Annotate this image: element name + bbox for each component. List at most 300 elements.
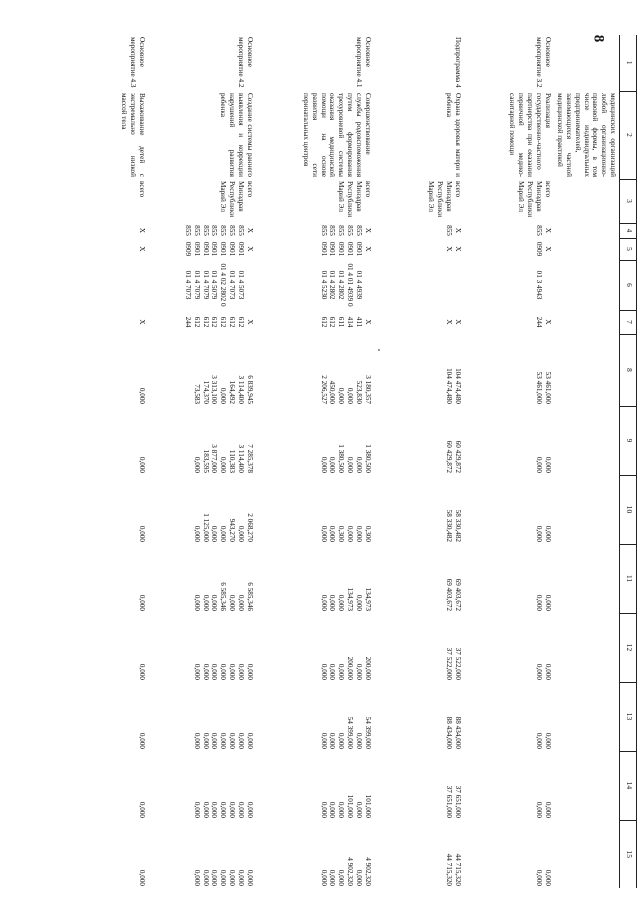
cell-line: 1 380,500 [363, 444, 372, 473]
cell-line: 183,595 [201, 449, 210, 473]
cell-line: 0,000 [354, 663, 363, 680]
cell-line: Минздрав Республики Марий Эл [517, 181, 543, 218]
cell-line: 0,000 [328, 869, 337, 886]
cell-line: 0,000 [337, 387, 346, 404]
column-header-15: 15 [620, 820, 637, 888]
cell-line: 0,000 [210, 594, 219, 611]
cell-line: 0901 [219, 241, 228, 257]
cell-line: 01 4 7073 [227, 270, 236, 300]
cell-line: 612 [227, 316, 236, 328]
cell-line: 0,000 [319, 525, 328, 542]
cell-line: 0,000 [337, 869, 346, 886]
header-row [620, 35, 637, 888]
cell-line: 943,270 [227, 518, 236, 542]
column-header-12: 12 [620, 613, 637, 682]
cell-col-5 [88, 238, 148, 260]
cell-col-1: Подпрограмма 4 [453, 37, 462, 88]
cell-line: 3 877,000 [210, 444, 219, 473]
cell-line: 855 [354, 225, 363, 236]
cell-col-12 [148, 613, 256, 682]
cell-line: X [444, 246, 453, 252]
cell-line: 01 4 01 4939 0 [345, 263, 354, 307]
cell-line: 2 206,527 [319, 375, 328, 404]
cell-col-1: Основное мероприятие 3.2 [534, 37, 552, 88]
table-row [464, 35, 554, 888]
cell-line: 0,000 [137, 801, 146, 818]
cell-line: 01 4 7073 [184, 270, 193, 300]
cell-line: 612 [236, 316, 245, 328]
column-header-10: 10 [620, 475, 637, 544]
cell-line: 37 522,000 [444, 647, 453, 680]
cell-line: 0,000 [543, 456, 552, 473]
cell-col-4 [256, 223, 374, 238]
cell-line: 855 [219, 225, 228, 236]
cell-line: 0,000 [354, 525, 363, 542]
cell-col-3 [374, 179, 464, 223]
cell-col-1: Основное мероприятие 4.3 [128, 37, 146, 88]
cell-col-5 [256, 238, 374, 260]
cell-col-5 [148, 238, 256, 260]
cell-line: X [543, 319, 552, 325]
cell-line [183, 408, 192, 473]
cell-line: 0,000 [534, 732, 543, 749]
cell-line: X [453, 246, 462, 252]
cell-line: 0,000 [227, 663, 236, 680]
cell-line: 450,000 [328, 380, 337, 404]
cell-line: 612 [219, 316, 228, 328]
cell-line: 0901 [227, 241, 236, 257]
cell-line [183, 684, 192, 749]
cell-line: 0,000 [319, 594, 328, 611]
cell-line: 0,000 [245, 801, 254, 818]
cell-line: 01 4 7079 [192, 270, 201, 300]
cell-line: 0,000 [236, 663, 245, 680]
table-row [256, 35, 374, 888]
cell-line: 01 4 4939 [354, 270, 363, 300]
cell-line: 01 4 2802 [337, 270, 346, 300]
cell-line: 0,000 [319, 732, 328, 749]
cell-col-3 [464, 179, 554, 223]
cell-line: 0,000 [236, 594, 245, 611]
cell-col-12 [464, 613, 554, 682]
cell-col-4 [88, 223, 148, 238]
cell-col-11 [374, 544, 464, 613]
table-body [88, 35, 620, 888]
cell-line: 01 4 5079 [210, 270, 219, 300]
cell-col-7 [374, 310, 464, 334]
cell-line: 44 715,320 [444, 853, 453, 886]
cell-line: 612 [192, 316, 201, 328]
cell-col-13 [374, 682, 464, 751]
cell-line [245, 262, 254, 308]
cell-col-2: Создание системы раннего выявления и коррекции нарушений развития ребенка [219, 93, 254, 177]
cell-line: 0,000 [328, 456, 337, 473]
cell-line: 0,000 [534, 801, 543, 818]
cell-line: 0,000 [192, 801, 201, 818]
cell-line: 3 313,100 [210, 375, 219, 404]
cell-line: 01 4 5230 [319, 270, 328, 300]
cell-line: 0,000 [236, 525, 245, 542]
cell-line: 4 902,320 [345, 857, 354, 886]
cell-line: 164,492 [227, 380, 236, 404]
cell-line: 54 399,000 [363, 716, 372, 749]
cell-line: 0,000 [219, 456, 228, 473]
continuation-cell: медицинских организаций любой организационно-правовой формы, в том числе индивидуальных предпринимателей, занимающихся частной медицинской практикой [556, 93, 617, 177]
column-header-9: 9 [620, 406, 637, 475]
cell-line: 53 461,000 [534, 371, 543, 404]
cell-line: 0,000 [543, 525, 552, 542]
cell-col-10 [464, 475, 554, 544]
cell-line: 855 [337, 225, 346, 236]
cell-col-3 [88, 179, 148, 223]
cell-line [183, 753, 192, 818]
cell-line: 0,000 [219, 869, 228, 886]
cell-line: 0,000 [192, 525, 201, 542]
cell-line: 855 [192, 225, 201, 236]
cell-line: X [137, 227, 146, 234]
cell-line: 0,000 [236, 732, 245, 749]
cell-line: 0,000 [534, 456, 543, 473]
cell-line: 0,000 [319, 456, 328, 473]
cell-line: 523,830 [354, 380, 363, 404]
cell-line: всего [453, 181, 462, 198]
cell-line: 0,000 [534, 869, 543, 886]
cell-line: 0901 [192, 241, 201, 257]
cell-line: 0,000 [328, 663, 337, 680]
cell-line: 0909 [184, 241, 193, 257]
cell-line: 104 474,480 [444, 368, 453, 404]
cell-col-13 [464, 682, 554, 751]
cell-line: X [543, 246, 552, 252]
cell-line: всего [543, 181, 552, 198]
cell-col-8 [464, 334, 554, 406]
cell-col-9 [256, 406, 374, 475]
cell-col-2: Совершенствование службы родовспоможения путем формирования трехуровневой системы оказания медицинской помощи на основе развития сети перинатальных центров [302, 93, 372, 177]
cell-col-15 [256, 820, 374, 888]
cell-col-7 [148, 310, 256, 334]
cell-line: 0,300 [363, 525, 372, 542]
cell-line: 855 [534, 225, 543, 236]
cell-line [183, 546, 192, 611]
cell-line: 58 330,482 [453, 509, 462, 542]
cell-line: 6 839,945 [245, 375, 254, 404]
cell-line: 3 114,400 [236, 444, 245, 473]
cell-line: 0,000 [137, 869, 146, 886]
column-header-2: 2 [620, 91, 637, 179]
cell-line: 0901 [354, 241, 363, 257]
column-header-1: 1 [620, 35, 637, 91]
cell-line: 0,000 [328, 525, 337, 542]
cell-line: 0,000 [543, 663, 552, 680]
table-row [88, 35, 148, 888]
cell-line: 0,000 [337, 663, 346, 680]
cell-col-8 [148, 334, 256, 406]
cell-line: 88 434,000 [444, 716, 453, 749]
cell-line: 0901 [337, 241, 346, 257]
cell-line: 73,583 [192, 384, 201, 404]
cell-line: 0,000 [137, 663, 146, 680]
cell-col-8 [374, 334, 464, 406]
cell-line: 1 125,000 [201, 513, 210, 542]
cell-line: 3 180,357 [363, 375, 372, 404]
cell-line: 88 434,000 [453, 716, 462, 749]
cell-line: 0,000 [219, 525, 228, 542]
cell-line: 0909 [534, 241, 543, 257]
cell-line: 0,000 [345, 456, 354, 473]
cell-col-6 [256, 260, 374, 310]
cell-line: 0,000 [201, 663, 210, 680]
cell-line: 0,000 [192, 732, 201, 749]
cell-line: 612 [201, 316, 210, 328]
cell-line [363, 262, 372, 308]
cell-line: 37 651,000 [444, 785, 453, 818]
cell-line: 0,000 [137, 594, 146, 611]
column-header-4: 4 [620, 223, 637, 238]
cell-col-14 [148, 751, 256, 820]
cell-col-13 [256, 682, 374, 751]
cell-line: X [137, 246, 146, 252]
cell-col-14 [464, 751, 554, 820]
cell-col-14 [374, 751, 464, 820]
cell-col-8 [256, 334, 374, 406]
cell-col-4 [148, 223, 256, 238]
cell-line: 0,000 [219, 387, 228, 404]
cell-line: Минздрав Республики Марий Эл [337, 181, 363, 218]
column-header-3: 3 [620, 179, 637, 223]
cell-line: 0,000 [137, 525, 146, 542]
cell-line: 855 [201, 225, 210, 236]
cell-col-2: Охрана здоровья матери и ребенка [444, 93, 462, 177]
cell-line: 855 [227, 225, 236, 236]
cell-line: 0,000 [227, 594, 236, 611]
cell-line: 855 [319, 225, 328, 236]
cell-line: 0,000 [210, 869, 219, 886]
cell-line: 101,000 [363, 794, 372, 818]
cell-line [444, 262, 453, 308]
cell-line: 855 [210, 225, 219, 236]
column-header-6: 6 [620, 260, 637, 310]
cell-col-15 [374, 820, 464, 888]
cell-line: 0,000 [337, 594, 346, 611]
cell-line: 3 114,400 [236, 375, 245, 404]
cell-line: 0,000 [245, 663, 254, 680]
cell-line: 0901 [319, 241, 328, 257]
cell-line: 01 4 5073 [236, 270, 245, 300]
cell-line: 0,000 [534, 594, 543, 611]
column-header-7: 7 [620, 310, 637, 334]
cell-col-9 [374, 406, 464, 475]
cell-col-5 [464, 238, 554, 260]
cell-line: 01 4 7079 [201, 270, 210, 300]
cell-line: 60 429,872 [444, 440, 453, 473]
column-header-5: 5 [620, 238, 637, 260]
cell-line: 0,000 [201, 869, 210, 886]
cell-line: 0,000 [210, 525, 219, 542]
cell-line: 0,000 [137, 732, 146, 749]
cell-line: 0,000 [319, 801, 328, 818]
cell-line: 0,000 [192, 594, 201, 611]
cell-line: X [453, 227, 462, 234]
cell-line [183, 336, 192, 404]
cell-line: 0,000 [534, 525, 543, 542]
cell-col-1: Основное мероприятие 4.1 [354, 37, 372, 88]
scan-speck [378, 349, 380, 351]
cell-line: 414 [345, 316, 354, 328]
cell-col-11 [464, 544, 554, 613]
cell-col-11 [256, 544, 374, 613]
cell-line: 60 429,872 [453, 440, 462, 473]
cell-line: 0,000 [345, 387, 354, 404]
cell-col-15 [464, 820, 554, 888]
cell-line: 612 [328, 316, 337, 328]
cell-line: 4 902,320 [363, 857, 372, 886]
cell-line: X [245, 246, 254, 252]
cell-line: 0,000 [354, 456, 363, 473]
cell-line: X [363, 227, 372, 234]
cell-line: 2 068,270 [245, 513, 254, 542]
cell-line: 612 [210, 316, 219, 328]
cell-col-7 [88, 310, 148, 334]
cell-line: 0,000 [201, 594, 210, 611]
cell-line: 0,000 [354, 801, 363, 818]
cell-line: X [453, 319, 462, 325]
table-row [148, 35, 256, 888]
cell-line: 855 [328, 225, 337, 236]
cell-line: всего [245, 181, 254, 198]
cell-line: 6 585,346 [245, 582, 254, 611]
cell-line: X [245, 319, 254, 325]
cell-line: 01 3 4943 [534, 270, 543, 300]
cell-col-12 [256, 613, 374, 682]
cell-line: X [543, 227, 552, 234]
cell-col-13 [148, 682, 256, 751]
cell-line: 0,300 [337, 525, 346, 542]
cell-line: 0,000 [227, 869, 236, 886]
cell-col-2: Реализация государственно-частного партнерства при оказании первичной медико-санитарной помощи [508, 93, 552, 177]
cell-line: 0,000 [319, 663, 328, 680]
table-row [374, 35, 464, 888]
cell-line: 0,000 [227, 801, 236, 818]
cell-line: 0,000 [236, 869, 245, 886]
cell-line: 101,000 [345, 794, 354, 818]
cell-col-6 [88, 260, 148, 310]
cell-col-10 [374, 475, 464, 544]
cell-col-10 [88, 475, 148, 544]
cell-line: 0,000 [354, 869, 363, 886]
cell-line: 411 [354, 316, 363, 328]
cell-line [137, 262, 146, 308]
cell-line: 0,000 [337, 801, 346, 818]
cell-col-9 [88, 406, 148, 475]
cell-col-15 [88, 820, 148, 888]
cell-col-4 [374, 223, 464, 238]
cell-line: всего [363, 181, 372, 198]
cell-line: 69 403,672 [444, 578, 453, 611]
cell-line: 37 651,000 [453, 785, 462, 818]
cell-line [183, 615, 192, 680]
cell-line: 855 [444, 225, 453, 236]
cell-col-10 [256, 475, 374, 544]
cell-line: X [444, 319, 453, 325]
cell-line: X [137, 319, 146, 325]
cell-col-2: Выхаживание детей с экстремально низкой массой тела [119, 93, 146, 177]
cell-line: 37 522,000 [453, 647, 462, 680]
cell-line [183, 477, 192, 542]
cell-col-7 [256, 310, 374, 334]
cell-line: 855 [236, 225, 245, 236]
cell-line: 0,000 [219, 732, 228, 749]
cell-line: 0901 [201, 241, 210, 257]
cell-line: X [363, 246, 372, 252]
cell-line: 53 461,000 [543, 371, 552, 404]
cell-col-6 [464, 260, 554, 310]
cell-line: 44 715,320 [453, 853, 462, 886]
cell-col-9 [148, 406, 256, 475]
cell-line: 134,973 [345, 587, 354, 611]
cell-line: 0,000 [543, 732, 552, 749]
cell-col-8 [88, 334, 148, 406]
cell-line: 58 330,482 [444, 509, 453, 542]
cell-col-5 [374, 238, 464, 260]
cell-line: 855 [345, 225, 354, 236]
cell-line: 0901 [210, 241, 219, 257]
cell-line [453, 262, 462, 308]
cell-col-11 [88, 544, 148, 613]
cell-line: 1 380,500 [337, 444, 346, 473]
cell-col-7 [464, 310, 554, 334]
cell-line [183, 822, 192, 886]
cell-col-12 [88, 613, 148, 682]
cell-line: 0,000 [354, 732, 363, 749]
cell-line: 0,000 [210, 732, 219, 749]
cell-line: 0,000 [192, 456, 201, 473]
column-header-11: 11 [620, 544, 637, 613]
cell-line: 01 4 2802 [328, 270, 337, 300]
cell-col-9 [464, 406, 554, 475]
cell-line: 0901 [236, 241, 245, 257]
cell-col-6 [148, 260, 256, 310]
cell-line: 134,973 [363, 587, 372, 611]
cell-line: 0,000 [543, 594, 552, 611]
cell-line: 0,000 [219, 801, 228, 818]
rotated-table-container [117, 35, 637, 888]
column-header-13: 13 [620, 682, 637, 751]
cell-line: 0901 [328, 241, 337, 257]
cell-col-1: Основное мероприятие 4.2 [236, 37, 254, 88]
cell-line: 612 [319, 316, 328, 328]
cell-line: 6 585,346 [219, 582, 228, 611]
cell-line: 104 474,480 [453, 368, 462, 404]
cell-col-3 [256, 179, 374, 223]
cell-col-14 [256, 751, 374, 820]
cell-line: 0,000 [137, 387, 146, 404]
cell-line: 244 [184, 316, 193, 328]
budget-table [88, 35, 637, 888]
cell-col-11 [148, 544, 256, 613]
cell-line: 0,000 [337, 732, 346, 749]
column-header-8: 8 [620, 334, 637, 406]
cell-line: Минздрав Республики Марий Эл [219, 181, 245, 218]
cell-col-13 [88, 682, 148, 751]
cell-line: 0,000 [137, 456, 146, 473]
cell-line: 0,000 [219, 663, 228, 680]
cell-line: 69 403,672 [453, 578, 462, 611]
cell-line: 7 285,378 [245, 444, 254, 473]
cell-line: 0,000 [201, 801, 210, 818]
cell-line: 0,000 [245, 869, 254, 886]
cell-line: 0,000 [543, 869, 552, 886]
cell-line: 174,370 [201, 380, 210, 404]
